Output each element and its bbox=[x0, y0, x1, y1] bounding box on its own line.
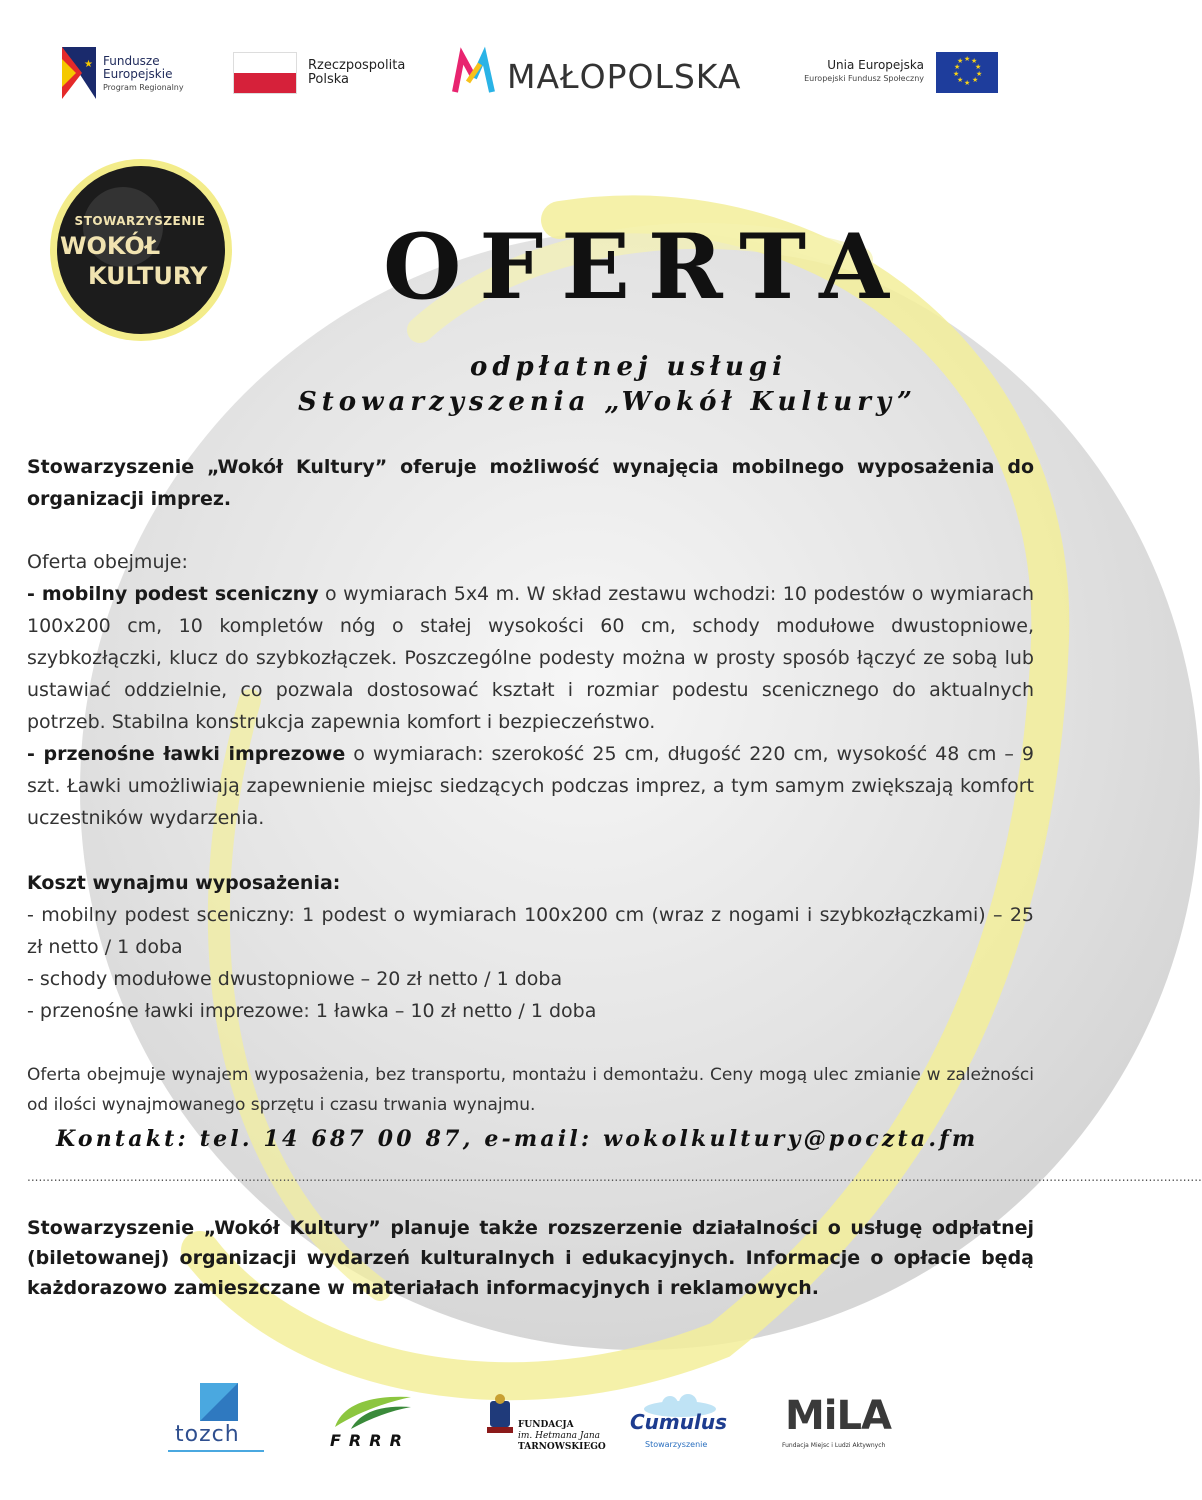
subtitle-line-2: Stowarzyszenia „Wokół Kultury” bbox=[298, 387, 917, 417]
offer-item-benches-text: o wymiarach: szerokość 25 cm, długość 220 cm, wysokość 48 cm – 9 szt. Ławki umożliwiają zapewnienie miejsc siedzących podczas imprez, a tym samym zwiększają komfort uczestników wydarzenia. bbox=[27, 743, 1034, 829]
frrr-leaves-icon bbox=[333, 1393, 413, 1431]
fundusze-europejskie-logo: Fundusze Europejskie Program Regionalny bbox=[103, 54, 184, 92]
cumulus-logo: Cumulus bbox=[630, 1410, 727, 1434]
svg-text:★: ★ bbox=[957, 76, 964, 84]
svg-text:★: ★ bbox=[84, 59, 93, 70]
cost-line-stairs: - schody modułowe dwustopniowe – 20 zł netto / 1 doba bbox=[27, 968, 563, 990]
logo-line-wokol: WOKÓŁ bbox=[60, 232, 161, 260]
fundacja-tarnowskiego-logo: FUNDACJA im. Hetmana Jana TARNOWSKIEGO bbox=[518, 1420, 606, 1452]
costs-heading: Koszt wynajmu wyposażenia: bbox=[27, 872, 341, 894]
plan-paragraph: Stowarzyszenie „Wokół Kultury” planuje także rozszerzenie działalności o usługę odpłatnej (biletowanej) organizacji wydarzeń kulturalnych i edukacyjnych. Informacje o opłacie będą każdorazowo zamieszczane w materiałach informacyjnych i reklamowych. bbox=[27, 1217, 1034, 1299]
malopolska-logo: MAŁOPOLSKA bbox=[507, 57, 742, 96]
costs-section bbox=[27, 867, 1034, 1027]
offer-item-benches-title: - przenośne ławki imprezowe bbox=[27, 743, 346, 765]
logo-line-kultury: KULTURY bbox=[88, 262, 208, 290]
tozch-square-icon bbox=[200, 1383, 238, 1421]
dotted-divider: .................................................................................................................................................................................................................................................................................................................... bbox=[27, 1170, 1202, 1184]
contact-line: Kontakt: tel. 14 687 00 87, e-mail: wokolkultury@poczta.fm bbox=[56, 1126, 979, 1152]
mila-subtitle: Fundacja Miejsc i Ludzi Aktywnych bbox=[782, 1442, 886, 1449]
cumulus-subtitle: Stowarzyszenie bbox=[645, 1440, 708, 1449]
offer-item-stage bbox=[27, 578, 1034, 738]
svg-text:★: ★ bbox=[957, 57, 964, 65]
cost-line-stage: - mobilny podest sceniczny: 1 podest o wymiarach 100x200 cm (wraz z nogami i szybkozłączkami) – 25 zł netto / 1 doba bbox=[27, 904, 1034, 958]
offer-section bbox=[27, 546, 1034, 834]
tozch-logo: tozch bbox=[175, 1422, 240, 1447]
svg-text:★: ★ bbox=[953, 70, 960, 78]
intro-paragraph: Stowarzyszenie „Wokół Kultury” oferuje możliwość wynajęcia mobilnego wyposażenia do organizacji imprez. bbox=[27, 456, 1034, 510]
mila-logo: MiLA bbox=[785, 1393, 891, 1439]
svg-text:★: ★ bbox=[964, 55, 971, 63]
offer-item-stage-text: o wymiarach 5x4 m. W skład zestawu wchodzi: 10 podestów o wymiarach 100x200 cm, 10 kompletów nóg o stałej wysokości 60 cm, schody modułowe dwustopniowe, szybkozłączki, klucz do szybkozłączek. Poszczególne podesty można w prosty sposób łączyć ze sobą lub ustawiać oddzielnie, co pozwala dostosować kształt i rozmiar podestu scenicznego do aktualnych potrzeb. Stabilna konstrukcja zapewnia komfort i bezpieczeństwo. bbox=[27, 583, 1034, 733]
svg-text:★: ★ bbox=[971, 57, 978, 65]
svg-text:★: ★ bbox=[972, 76, 979, 84]
unia-europejska-logo: Unia Europejska Europejski Fundusz Społeczny bbox=[804, 58, 924, 83]
offer-note: Oferta obejmuje wynajem wyposażenia, bez transportu, montażu i demontażu. Ceny mogą ulec zmianie w zależności od ilości wynajmowanego sprzętu i czasu trwania wynajmu. bbox=[27, 1065, 1034, 1115]
tarnowski-crest-icon bbox=[485, 1393, 515, 1439]
offer-lead: Oferta obejmuje: bbox=[27, 551, 188, 573]
page-title: OFERTA bbox=[383, 214, 907, 320]
polish-flag-icon bbox=[233, 52, 297, 94]
frrr-logo: FRRR bbox=[330, 1431, 410, 1450]
logo-line-stowarzyszenie: STOWARZYSZENIE bbox=[74, 214, 206, 228]
offer-item-benches bbox=[27, 738, 1034, 834]
eu-flag-icon bbox=[936, 52, 998, 93]
offer-item-stage-title: - mobilny podest sceniczny bbox=[27, 583, 319, 605]
subtitle-line-1: odpłatnej usługi bbox=[470, 352, 787, 382]
fundusze-europejskie-flag-icon bbox=[62, 47, 96, 99]
svg-text:★: ★ bbox=[975, 63, 982, 71]
svg-text:★: ★ bbox=[954, 63, 961, 71]
cost-line-bench: - przenośne ławki imprezowe: 1 ławka – 10 zł netto / 1 doba bbox=[27, 1000, 597, 1022]
svg-text:★: ★ bbox=[964, 79, 971, 87]
rzeczpospolita-polska-logo: Rzeczpospolita Polska bbox=[308, 58, 406, 87]
malopolska-m-icon bbox=[452, 52, 496, 94]
svg-text:★: ★ bbox=[976, 70, 983, 78]
tozch-underline bbox=[168, 1450, 264, 1452]
